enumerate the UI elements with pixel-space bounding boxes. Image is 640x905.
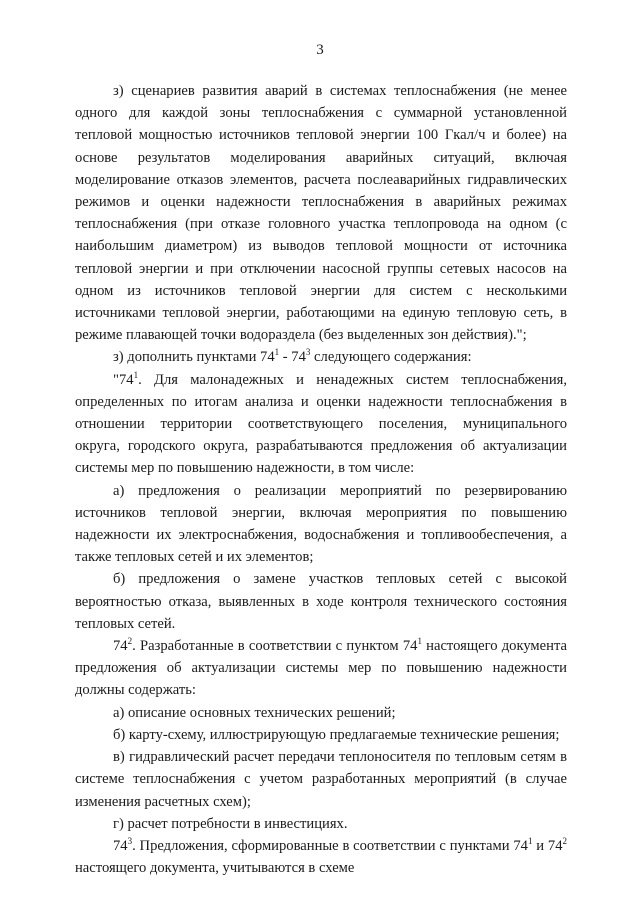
text-run: 74 <box>113 837 128 854</box>
paragraph-74-1-b: б) предложения о замене участков тепловых сетей с высокой вероятностью отказа, выявленных в ходе контроля технического состояния тепловых сетей. <box>75 571 567 632</box>
text-run: настоящего документа предложения об актуализации системы мер по повышению надежности должны содержать: <box>75 638 567 699</box>
paragraph-74-2-g: г) расчет потребности в инвестициях. <box>113 815 348 832</box>
superscript: 2 <box>562 836 567 847</box>
superscript: 1 <box>274 347 280 358</box>
superscript: 3 <box>305 347 311 358</box>
paragraph-74-2 <box>75 635 567 702</box>
paragraph-74-2-b: б) карту-схему, иллюстрирующую предлагаемые технические решения; <box>113 726 560 743</box>
paragraph-74-2-v: в) гидравлический расчет передачи теплоносителя по тепловым сетям в системе теплоснабжения с учетом разработанных мероприятий (в случае изменения расчетных схем); <box>75 749 567 810</box>
text-run: - 74 <box>279 349 306 366</box>
paragraph-74-2-a: а) описание основных технических решений; <box>113 704 396 721</box>
paragraph-add-items <box>75 346 567 368</box>
text-run: . Разработанные в соответствии с пунктом 74 <box>132 638 418 655</box>
text-run: . Для малонадежных и ненадежных систем теплоснабжения, определенных по итогам анализа и оценки надежности теплоснабжения в отношении территории соответствующего поселения, муниципального округа, городского округа, разрабатываются предложения об актуализации системы мер по повышению надежности, в том числе: <box>75 371 567 477</box>
text-run: настоящего документа, учитываются в схеме <box>75 860 355 877</box>
text-run: 74 <box>113 638 128 655</box>
paragraph-74-1-a: а) предложения о реализации мероприятий по резервированию источников тепловой энергии, включая мероприятия по повышению надежности их электроснабжения, водоснабжения и топливообеспечения, а также тепловых сетей и их элементов; <box>75 482 567 566</box>
superscript: 3 <box>127 836 133 847</box>
superscript: 1 <box>527 836 533 847</box>
text-run: и 74 <box>532 837 563 854</box>
paragraph-z-scenarios: з) сценариев развития аварий в системах теплоснабжения (не менее одного для каждой зоны теплоснабжения с суммарной установленной тепловой мощностью источников тепловой энергии 100 Гкал/ч и более) на основе результатов моделирования аварийных ситуаций, включая моделирование отказов элементов, расчета послеаварийных гидравлических режимов и оценки надежности теплоснабжения в аварийных режимах теплоснабжения (при отказе головного участка теплопровода на одном (с наибольшим диаметром) из выводов тепловой мощности от источника тепловой энергии и при отключении насосной группы сетевых насосов на одном из источников тепловой энергии для систем с несколькими источниками тепловой энергии, работающими на единую тепловую сеть, в режиме плавающей точки водораздела (без выделенных зон действия)."; <box>75 83 567 344</box>
page-number: 3 <box>316 42 324 58</box>
paragraph-74-3 <box>75 835 567 879</box>
superscript: 1 <box>133 369 139 380</box>
paragraph-74-1 <box>75 369 567 480</box>
document-body <box>75 80 567 879</box>
text-run: з) дополнить пунктами 74 <box>113 349 275 366</box>
superscript: 2 <box>127 636 133 647</box>
superscript: 1 <box>417 636 422 647</box>
text-run: "74 <box>113 371 134 388</box>
text-run: следующего содержания: <box>310 349 472 366</box>
text-run: . Предложения, сформированные в соответствии с пунктами 74 <box>132 837 528 854</box>
